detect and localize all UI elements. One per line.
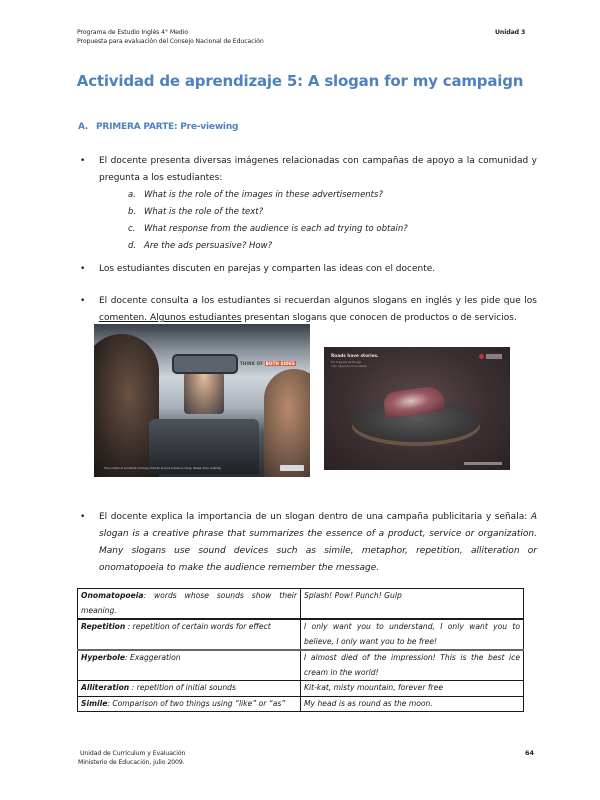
header-proposal: Propuesta para evaluación del Consejo Nacional de Educación — [77, 38, 264, 45]
bullet-dot-icon: • — [80, 296, 86, 306]
passenger-figure — [264, 369, 310, 477]
device-example-cell: I only want you to understand, I only want you to believe, I only want you to be free! — [301, 619, 524, 650]
header-program: Programa de Estudio Inglés 4° Medio — [77, 29, 188, 36]
device-definition-cell: Alliteration : repetition of initial sounds — [78, 681, 301, 697]
ad-headline: Roads have stories. — [331, 354, 379, 359]
question-c: c. What response from the audience is each ad trying to obtain? — [128, 224, 408, 234]
device-definition-cell: Hyperbole: Exaggeration — [78, 650, 301, 681]
bullet-dot-icon: • — [80, 512, 86, 522]
rearview-mirror — [172, 354, 238, 374]
bullet-text: El docente consulta a los estudiantes si recuerdan algunos slogans en inglés y les pide que los comenten. Algunos estudiantes presentan slogans que conocen de productos o de servicios. — [99, 296, 537, 323]
bullet-dot-icon: • — [80, 156, 86, 166]
roads-have-stories-ad-image — [324, 347, 510, 470]
think-of-both-sides-ad-image — [94, 324, 310, 477]
ad-footer-logos — [464, 462, 502, 465]
table-row — [78, 681, 524, 697]
page-number: 64 — [525, 749, 535, 757]
ad-logo-icon — [280, 465, 304, 471]
footer-ministry: Ministerio de Educación, julio 2009. — [78, 759, 185, 766]
page-title: Actividad de aprendizaje 5: A slogan for my campaign — [76, 72, 524, 90]
device-example-cell: My head is as round as the moon. — [301, 696, 524, 712]
ad-subline: For tragedy all things only happens once safety. — [331, 360, 368, 368]
dashboard-shape — [149, 419, 259, 474]
device-definition-cell: Repetition : repetition of certain words for effect — [78, 619, 301, 650]
table-row — [78, 619, 524, 650]
question-b: b. What is the role of the text? — [128, 207, 264, 217]
question-a: a. What is the role of the images in these advertisements? — [128, 190, 383, 200]
table-row — [78, 696, 524, 712]
section-heading — [78, 122, 238, 132]
bullet-text: El docente explica la importancia de un slogan dentro de una campaña publicitaria y señala: A slogan is a creative phrase that summarizes the essence of a product, service or organization. Many slogans use sound devices such as simile, metaphor, repetition, alliteration or onomatopoeia to make the audience remember the message. — [99, 512, 537, 573]
table-row — [78, 650, 524, 681]
table-row — [78, 589, 524, 620]
header-unit: Unidad 3 — [495, 29, 526, 36]
ad-caption: The number of accidents involving children around schools is rising. Please drive carefully. — [104, 467, 222, 470]
section-label: PRIMERA PARTE: Pre-viewing — [96, 122, 239, 132]
device-definition-cell: Onomatopoeia: words whose sounds show their meaning. — [78, 589, 301, 620]
device-example-cell: Splash! Pow! Punch! Gulp — [301, 589, 524, 620]
ad-tagline: THINK OF BOTH SIDES — [240, 361, 295, 366]
section-letter: A. — [78, 122, 89, 132]
bullet-dot-icon: • — [80, 264, 86, 274]
bullet-text: El docente presenta diversas imágenes relacionadas con campañas de apoyo a la comunidad y pregunta a los estudiantes: — [99, 156, 537, 183]
footer-unit: Unidad de Currículum y Evaluación — [80, 750, 186, 757]
sound-devices-table — [77, 588, 524, 712]
question-d: d. Are the ads persuasive? How? — [128, 241, 273, 251]
brand-logo-icon — [472, 354, 502, 360]
device-example-cell: Kit-kat, misty mountain, forever free — [301, 681, 524, 697]
device-example-cell: I almost died of the impression! This is the best ice cream in the world! — [301, 650, 524, 681]
bullet-text: Los estudiantes discuten en parejas y comparten las ideas con el docente. — [99, 264, 436, 274]
device-definition-cell: Simile: Comparison of two things using “like” or “as” — [78, 696, 301, 712]
